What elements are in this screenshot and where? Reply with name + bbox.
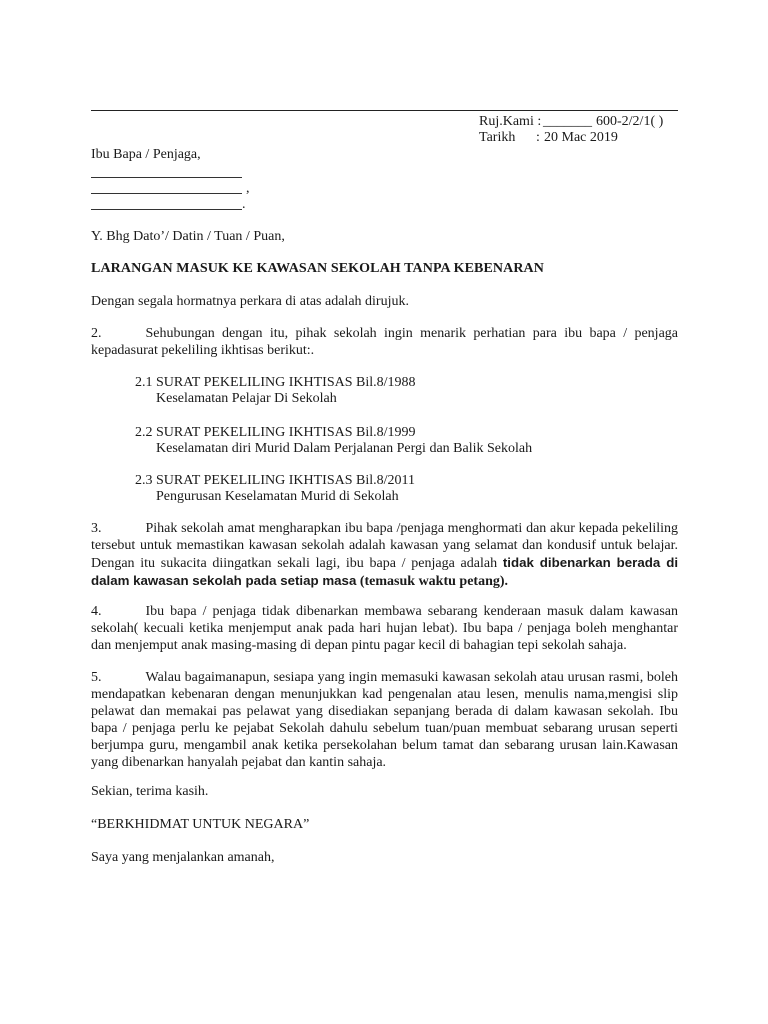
circular-1-subtitle: Keselamatan Pelajar Di Sekolah <box>156 391 337 406</box>
date-value: 20 Mac 2019 <box>544 130 618 145</box>
reference-number: 600-2/2/1( ) <box>596 114 664 129</box>
motto: “BERKHIDMAT UNTUK NEGARA” <box>91 817 310 832</box>
recipient-address-line-2 <box>91 209 242 210</box>
recipient-line-period: . <box>242 197 246 212</box>
circular-2-subtitle: Keselamatan diri Murid Dalam Perjalanan Pergi dan Balik Sekolah <box>156 441 533 456</box>
salutation: Y. Bhg Dato’/ Datin / Tuan / Puan, <box>91 229 285 244</box>
paragraph-5 <box>91 669 678 771</box>
date-label: Tarikh <box>479 130 516 145</box>
paragraph-3-text: Pihak sekolah amat mengharapkan ibu bapa /penjaga menghormati dan akur kepada pekeliling tersebut untuk memastikan kawasan sekolah adalah kawasan yang selamat dan kondusif untuk belajar. Dengan itu sukacita diingatkan sekali lagi, ibu bapa / penjaga adalah <box>91 521 678 571</box>
circular-1-title: 2.1 SURAT PEKELILING IKHTISAS Bil.8/1988 <box>135 375 416 390</box>
circular-3-title: 2.3 SURAT PEKELILING IKHTISAS Bil.8/2011 <box>135 473 416 488</box>
reference-label: Ruj.Kami : <box>479 114 542 129</box>
recipient-title: Ibu Bapa / Penjaga, <box>91 147 201 162</box>
paragraph-4 <box>91 603 678 654</box>
circular-3-subtitle: Pengurusan Keselamatan Murid di Sekolah <box>156 489 399 504</box>
header-rule <box>91 110 678 111</box>
letter-title: LARANGAN MASUK KE KAWASAN SEKOLAH TANPA KEBENARAN <box>91 261 544 276</box>
paragraph-2 <box>91 325 678 359</box>
paragraph-4-number: 4. <box>91 604 102 619</box>
paragraph-5-text: Walau bagaimanapun, sesiapa yang ingin memasuki kawasan sekolah atau urusan rasmi, boleh mendapatkan kebenaran dengan menunjukkan kad pengenalan atau lesen, menulis nama,mengisi slip pelawat dan memakai pas pelawat yang disediakan sepanjang berada di dalam kawasan sekolah. Ibu bapa / penjaga perlu ke pejabat Sekolah dahulu sebelum tuan/puan membuat sebarang urusan seperti berjumpa guru, mengambil anak ketika persekolahan belum tamat dan sebarang urusan lain.Kawasan yang dibenarkan hanyalah pejabat dan kantin sahaja. <box>91 670 678 770</box>
recipient-line-comma: , <box>246 181 250 196</box>
paragraph-2-number: 2. <box>91 326 102 341</box>
paragraph-3-emphasis: tidak dibenarkan berada di dalam kawasan sekolah pada setiap masa <box>91 555 679 588</box>
reference-blank: _______ <box>543 114 592 129</box>
paragraph-3 <box>91 520 678 590</box>
paragraph-4-text: Ibu bapa / penjaga tidak dibenarkan membawa sebarang kenderaan masuk dalam kawasan sekolah( kecuali ketika menjemput anak pada hari hujan lebat). Ibu bapa / penjaga boleh menghantar dan menjemput anak masing-masing di depan pintu pagar kecil di bahagian tepi sekolah sahaja. <box>91 604 678 653</box>
intro-paragraph: Dengan segala hormatnya perkara di atas adalah dirujuk. <box>91 294 409 309</box>
signoff-line: Saya yang menjalankan amanah, <box>91 850 275 865</box>
paragraph-3-emphasis-note: (temasuk waktu petang). <box>359 574 509 589</box>
closing-line: Sekian, terima kasih. <box>91 784 209 799</box>
paragraph-5-number: 5. <box>91 670 102 685</box>
paragraph-2-text: Sehubungan dengan itu, pihak sekolah ingin menarik perhatian para ibu bapa / penjaga kepadasurat pekeliling ikhtisas berikut:. <box>91 326 678 358</box>
circular-2-title: 2.2 SURAT PEKELILING IKHTISAS Bil.8/1999 <box>135 425 416 440</box>
recipient-address-line-1 <box>91 193 242 194</box>
recipient-name-line <box>91 177 242 178</box>
date-separator: : <box>536 130 540 145</box>
paragraph-3-number: 3. <box>91 521 102 536</box>
